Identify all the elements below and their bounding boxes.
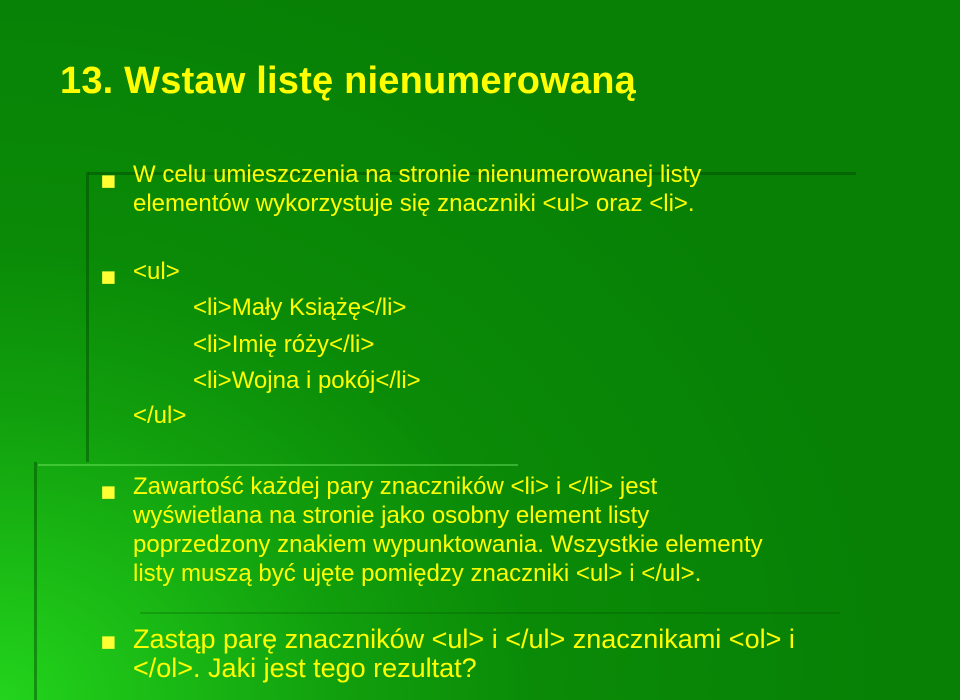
code-line-li: <li>Wojna i pokój</li>: [193, 367, 421, 394]
list-item: [133, 625, 795, 683]
code-line-li: <li>Mały Książę</li>: [193, 294, 407, 321]
code-line-ul-open: <ul>: [133, 258, 180, 285]
item-line: W celu umieszczenia na stronie nienumerowanej listy: [133, 161, 702, 188]
bullet-icon: ▪: [100, 626, 117, 655]
item-line: listy muszą być ujęte pomiędzy znaczniki <ul> i </ul>.: [133, 560, 702, 587]
bullet-icon: ▪: [100, 261, 117, 290]
item-line: </ol>. Jaki jest tego rezultat?: [133, 653, 477, 683]
item-line: elementów wykorzystuje się znaczniki <ul> oraz <li>.: [133, 190, 695, 217]
item-line: Zastąp parę znaczników <ul> i </ul> znacznikami <ol> i: [133, 624, 795, 654]
item-line: Zawartość każdej pary znaczników <li> i </li> jest: [133, 473, 658, 500]
bullet-icon: ▪: [100, 476, 117, 505]
list-item: [133, 472, 763, 588]
slide-title: 13. Wstaw listę nienumerowaną: [60, 60, 636, 102]
bullet-icon: ▪: [100, 165, 117, 194]
item-line: wyświetlana na stronie jako osobny element listy: [133, 502, 650, 529]
list-item: [133, 160, 701, 218]
code-line-ul-close: </ul>: [133, 402, 187, 429]
item-line: poprzedzony znakiem wypunktowania. Wszystkie elementy: [133, 531, 763, 558]
code-line-li: <li>Imię róży</li>: [193, 331, 375, 358]
